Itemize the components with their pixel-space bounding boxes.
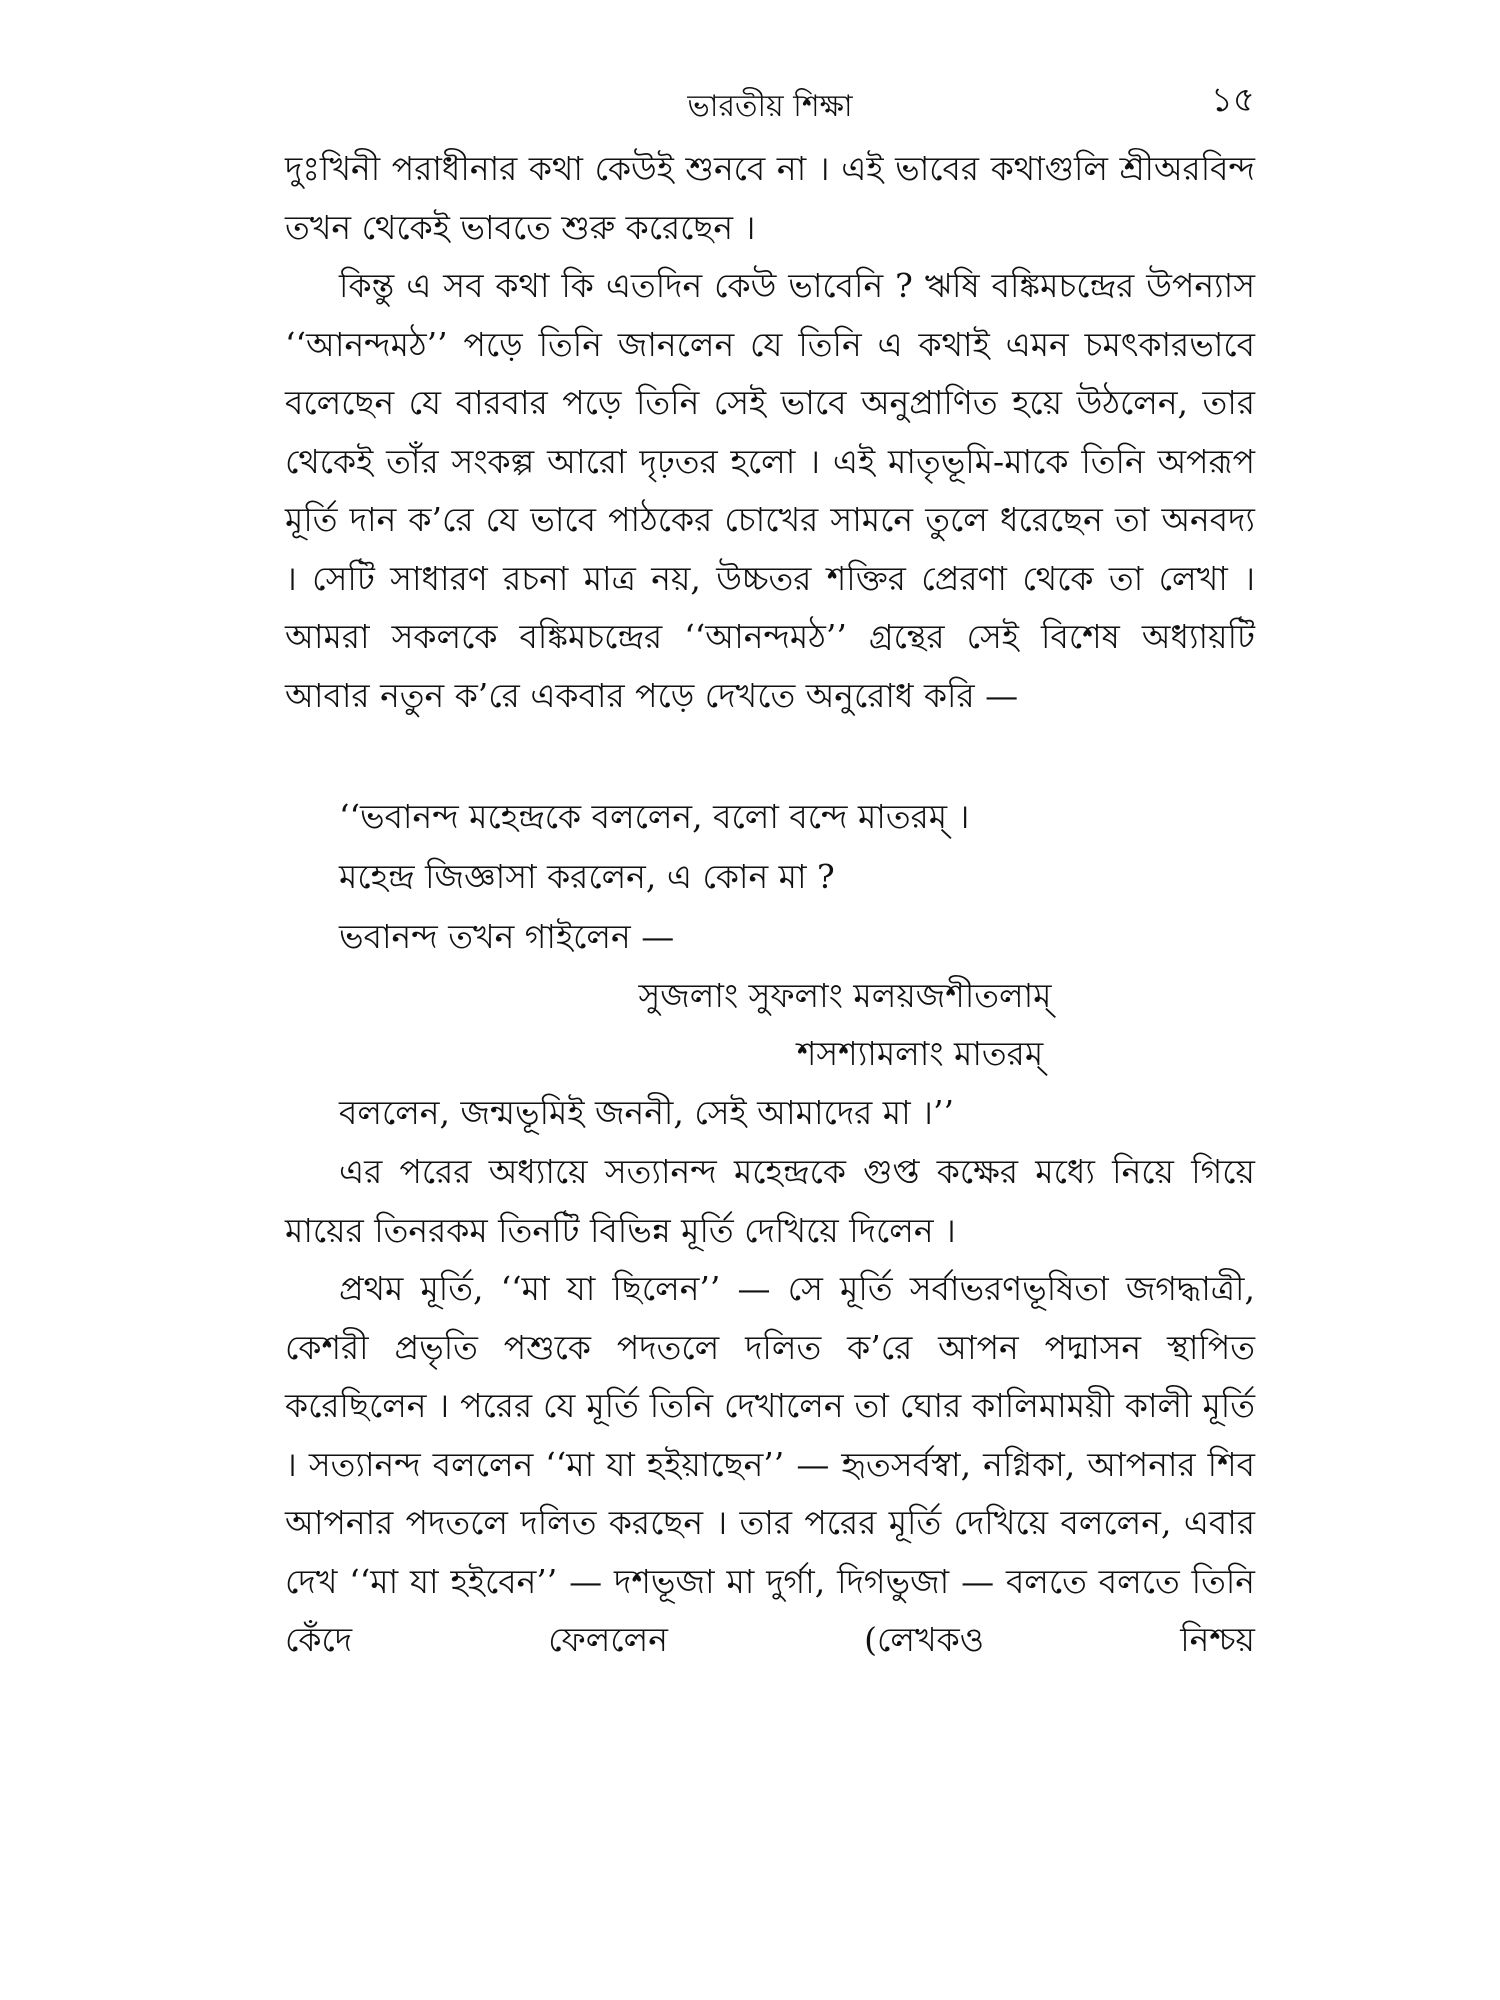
verse-line-2: শসশ্যামলাং মাতরম্ bbox=[796, 1034, 1044, 1073]
paragraph-1: দুঃখিনী পরাধীনার কথা কেউই শুনবে না । এই ভাবের কথাগুলি শ্রীঅরবিন্দ তখন থেকেই ভাবতে শুরু করেছেন । bbox=[285, 149, 1255, 247]
paragraph-2: কিন্তু এ সব কথা কি এতদিন কেউ ভাবেনি ? ঋষি বঙ্কিমচন্দ্রের উপন্যাস ‘‘আনন্দমঠ’’ পড়ে তিনি জানলেন যে তিনি এ কথাই এমন চমৎকারভাবে বলেছেন যে বারবার পড়ে তিনি সেই ভাবে অনুপ্রাণিত হয়ে উঠলেন, তার থেকেই তাঁর সংকল্প আরো দৃঢ়তর হলো । এই মাতৃভূমি-মাকে তিনি অপরূপ মূর্তি দান ক’রে যে ভাবে পাঠকের চোখের সামনে তুলে ধরেছেন তা অনবদ্য । সেটি সাধারণ রচনা মাত্র নয়, উচ্চতর শক্তির প্রেরণা থেকে তা লেখা । আমরা সকলকে বঙ্কিমচন্দ্রের ‘‘আনন্দমঠ’’ গ্রন্থের সেই বিশেষ অধ্যায়টি আবার নতুন ক’রে একবার পড়ে দেখতে অনুরোধ করি — bbox=[285, 266, 1255, 715]
spacer bbox=[285, 725, 1255, 787]
quote-line-2: মহেন্দ্র জিজ্ঞাসা করলেন, এ কোন মা ? bbox=[339, 857, 835, 896]
quote-line-4: বললেন, জন্মভূমিই জননী, সেই আমাদের মা ।’’ bbox=[339, 1093, 954, 1132]
page-number: ১৫ bbox=[1210, 80, 1255, 120]
running-title: ভারতীয় শিক্ষা bbox=[687, 89, 853, 124]
quote-line-3: ভবানন্দ তখন গাইলেন — bbox=[339, 917, 675, 956]
quote-line-1: ‘‘ভবানন্দ মহেন্দ্রকে বললেন, বলো বন্দে মাতরম্ । bbox=[339, 797, 970, 836]
verse-line-1: সুজলাং সুফলাং মলয়জশীতলাম্ bbox=[638, 976, 1052, 1015]
book-page bbox=[285, 60, 1255, 1960]
running-header bbox=[285, 60, 1255, 140]
paragraph-4: প্রথম মূর্তি, ‘‘মা যা ছিলেন’’ — সে মূর্তি সর্বাভরণভূষিতা জগদ্ধাত্রী, কেশরী প্রভৃতি পশুকে পদতলে দলিত ক’রে আপন পদ্মাসন স্থাপিত করেছিলেন । পরের যে মূর্তি তিনি দেখালেন তা ঘোর কালিমাময়ী কালী মূর্তি । সত্যানন্দ বললেন ‘‘মা যা হইয়াছেন’’ — হৃতসর্বস্বা, নগ্নিকা, আপনার শিব আপনার পদতলে দলিত করছেন । তার পরের মূর্তি দেখিয়ে বললেন, এবার দেখ ‘‘মা যা হইবেন’’ — দশভূজা মা দুর্গা, দিগভুজা — বলতে বলতে তিনি কেঁদে ফেললেন (লেখকও নিশ্চয় bbox=[285, 1269, 1255, 1659]
paragraph-3: এর পরের অধ্যায়ে সত্যানন্দ মহেন্দ্রকে গুপ্ত কক্ষের মধ্যে নিয়ে গিয়ে মায়ের তিনরকম তিনটি বিভিন্ন মূর্তি দেখিয়ে দিলেন । bbox=[285, 1152, 1255, 1250]
quotation-block bbox=[285, 787, 1255, 1143]
